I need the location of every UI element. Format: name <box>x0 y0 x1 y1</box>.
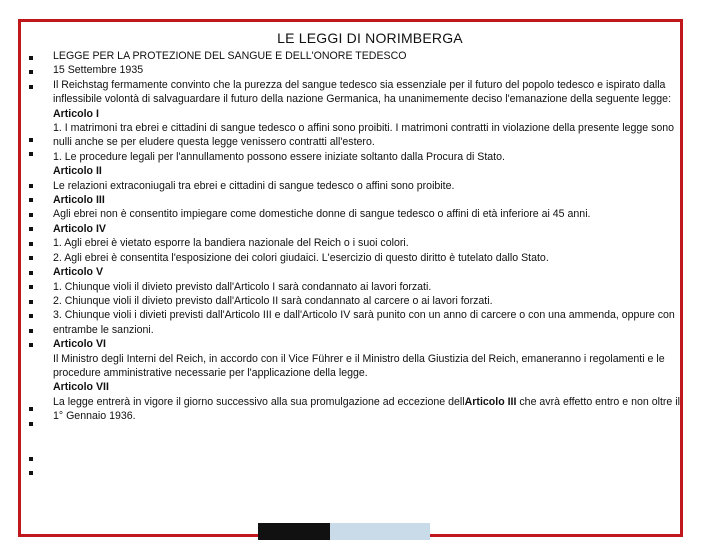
slide-title: LE LEGGI DI NORIMBERGA <box>277 30 463 46</box>
bullet-icon <box>29 271 33 275</box>
final-text-before: La legge entrerà in vigore il giorno successivo alla sua promulgazione ad eccezione dell <box>53 395 465 408</box>
bullet-icon <box>29 70 33 74</box>
bullet-icon <box>29 213 33 217</box>
bullet-icon <box>29 85 33 89</box>
text-line: 1. Chiunque violi il divieto previsto dall'Articolo I sarà condannato ai lavori forzati. <box>53 280 432 293</box>
bullet-icon <box>29 422 33 426</box>
bullet-icon <box>29 138 33 142</box>
article-heading: Articolo VI <box>53 338 106 351</box>
bullet-icon <box>29 227 33 231</box>
bullet-icon <box>29 471 33 475</box>
final-text-bold: Articolo III <box>464 395 517 408</box>
decorative-block-dark <box>258 523 330 540</box>
bullet-icon <box>29 184 33 188</box>
text-line: 15 Settembre 1935 <box>53 64 144 77</box>
bullet-icon <box>29 329 33 333</box>
article-heading: Articolo III <box>53 194 105 207</box>
law-text <box>53 49 683 424</box>
text-line: 1. Agli ebrei è vietato esporre la bandiera nazionale del Reich o i suoi colori. <box>53 237 409 250</box>
text-line: 1. I matrimoni tra ebrei e cittadini di sangue tedesco o affini sono proibiti. I matrimoni contratti in violazione della presente legge sono nulli anche se per eludere questa legge venissero contratti all'estero. <box>53 122 678 149</box>
bullet-icon <box>29 198 33 202</box>
article-heading: Articolo II <box>53 165 102 178</box>
bullet-icon <box>29 56 33 60</box>
final-text-after: che avrà effetto entro e non oltre il 1° Gennaio 1936. <box>53 395 683 423</box>
text-line: 2. Agli ebrei è consentita l'esposizione dei colori giudaici. L'esercizio di questo diritto è tutelato dallo Stato. <box>53 251 549 264</box>
text-line: Il Reichstag fermamente convinto che la purezza del sangue tedesco sia essenziale per il futuro del popolo tedesco e ispirato dalla inflessibile volontà di salvaguardare il futuro della nazione Germanica, ha unanimemente deciso l'emanazione della seguente legge: <box>53 78 672 106</box>
text-line: 1. Le procedure legali per l'annullamento possono essere iniziate soltanto dalla Procura di Stato. <box>53 150 505 163</box>
bullet-icon <box>29 152 33 156</box>
bullet-icon <box>29 285 33 289</box>
text-line: LEGGE PER LA PROTEZIONE DEL SANGUE E DELL'ONORE TEDESCO <box>53 50 407 62</box>
bullet-icon <box>29 343 33 347</box>
text-line: Agli ebrei non è consentito impiegare come domestiche donne di sangue tedesco o affini di età inferiore ai 45 anni. <box>53 208 591 221</box>
article-heading: Articolo V <box>53 266 104 279</box>
text-line: Le relazioni extraconiugali tra ebrei e cittadini di sangue tedesco o affini sono proibite. <box>53 179 455 192</box>
bullet-icon <box>29 457 33 461</box>
bullet-icon <box>29 407 33 411</box>
decorative-block-light <box>330 523 430 540</box>
final-text-line <box>53 395 683 424</box>
bullet-icon <box>29 242 33 246</box>
article-heading: Articolo I <box>53 107 99 120</box>
text-line: 2. Chiunque violi il divieto previsto dall'Articolo II sarà condannato al carcere o ai lavori forzati. <box>53 294 493 307</box>
bullet-icon <box>29 256 33 260</box>
text-line: Il Ministro degli Interni del Reich, in accordo con il Vice Führer e il Ministro della Giustizia del Reich, emaneranno i regolamenti e le procedure amministrative necessarie per l'applicazione della legge. <box>53 352 668 379</box>
bullet-icon <box>29 300 33 304</box>
text-line: 3. Chiunque violi i divieti previsti dall'Articolo III e dall'Articolo IV sarà punito con un anno di carcere o con una ammenda, oppure con entrambe le sanzioni. <box>53 309 678 336</box>
bullet-icon <box>29 314 33 318</box>
article-heading: Articolo IV <box>53 222 106 235</box>
article-heading: Articolo VII <box>53 381 109 394</box>
